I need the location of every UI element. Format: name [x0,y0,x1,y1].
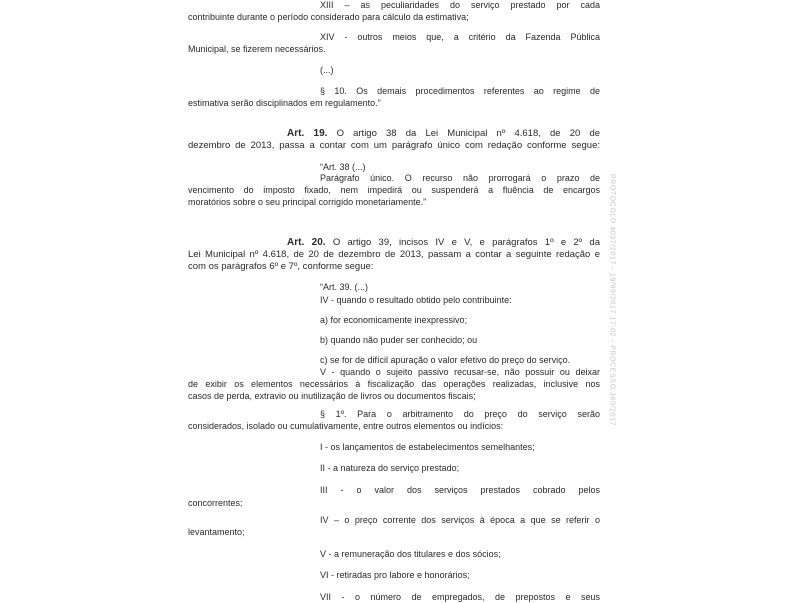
text-line: Municipal, se fizerem necessários. [188,44,326,54]
text-line: Lei Municipal nº 4.618, de 20 de dezembro de 2013, passam a contar a seguinte redação e [188,249,600,260]
text-line: O artigo 38 da Lei Municipal nº 4.618, de 20 de [336,128,601,139]
text-line: moratórios sobre o seu principal corrigido monetariamente.” [188,197,427,207]
text-line: Parágrafo único. O recurso não prorrogará o prazo de [320,173,600,183]
text-line: c) se for de difícil apuração o valor efetivo do preço do serviço. [320,355,571,365]
protocol-watermark: PROTOCOLO 4037/2017 - 19/09/2017 17:02 - PROCESSO 360/2017 [608,173,616,427]
text-line: a) for economicamente inexpressivo; [320,315,468,325]
text-line: I - os lançamentos de estabelecimentos semelhantes; [320,442,535,452]
text-line: XIII – as peculiaridades do serviço prestado por cada [320,0,600,10]
text-line: dezembro de 2013, passa a contar com um parágrafo único com redação conforme segue: [188,140,600,151]
text-line: V - a remuneração dos titulares e dos sócios; [320,549,501,559]
text-line: concorrentes; [188,498,243,508]
text-line: considerados, isolado ou cumulativamente, entre outros elementos ou indícios: [188,421,504,431]
text-line: XIV - outros meios que, a critério da Fazenda Pública [320,32,600,42]
text-line: IV – o preço corrente dos serviços à época a que se referir o [320,515,600,525]
text-line: VI - retiradas pro labore e honorários; [320,570,470,580]
text-line: § 10. Os demais procedimentos referentes ao regime de [320,86,600,96]
text-line: O artigo 39, incisos IV e V, e parágrafos 1º e 2º da [332,237,600,248]
article-19-heading [287,128,600,139]
text-line: IV - quando o resultado obtido pelo contribuinte: [320,295,512,305]
text-line: VII - o número de empregados, de prepostos e seus [320,592,600,602]
text-line: casos de perda, extravio ou inutilização de livros ou documentos fiscais; [188,391,476,401]
text-line: contribuinte durante o período considerado para cálculo da estimativa; [188,12,469,22]
text-line: b) quando não puder ser conhecido; ou [320,335,478,345]
text-line: “Art. 38 (...) [320,162,366,172]
text-line: II - a natureza do serviço prestado; [320,463,460,473]
article-20-heading [287,237,600,248]
text-line: com os parágrafos 6º e 7º, conforme segue: [188,261,374,272]
text-line: § 1º. Para o arbitramento do preço do serviço serão [320,409,600,419]
text-line: (...) [320,65,334,75]
article-label: Art. 19. [287,128,328,139]
text-line: “Art. 39. (...) [320,282,369,292]
text-line: levantamento; [188,527,245,537]
text-line: de exibir os elementos necessários à fiscalização das operações realizadas, inclusive nos [188,379,600,389]
text-line: V - quando o sujeito passivo recusar-se, não possuir ou deixar [320,367,600,377]
article-label: Art. 20. [287,237,326,248]
text-line: vencimento do imposto fixado, nem impedirá ou suspenderá a fluência de encargos [188,185,600,195]
text-line: III - o valor dos serviços prestados cobrado pelos [320,485,600,495]
text-line: estimativa serão disciplinados em regulamento.” [188,98,381,108]
